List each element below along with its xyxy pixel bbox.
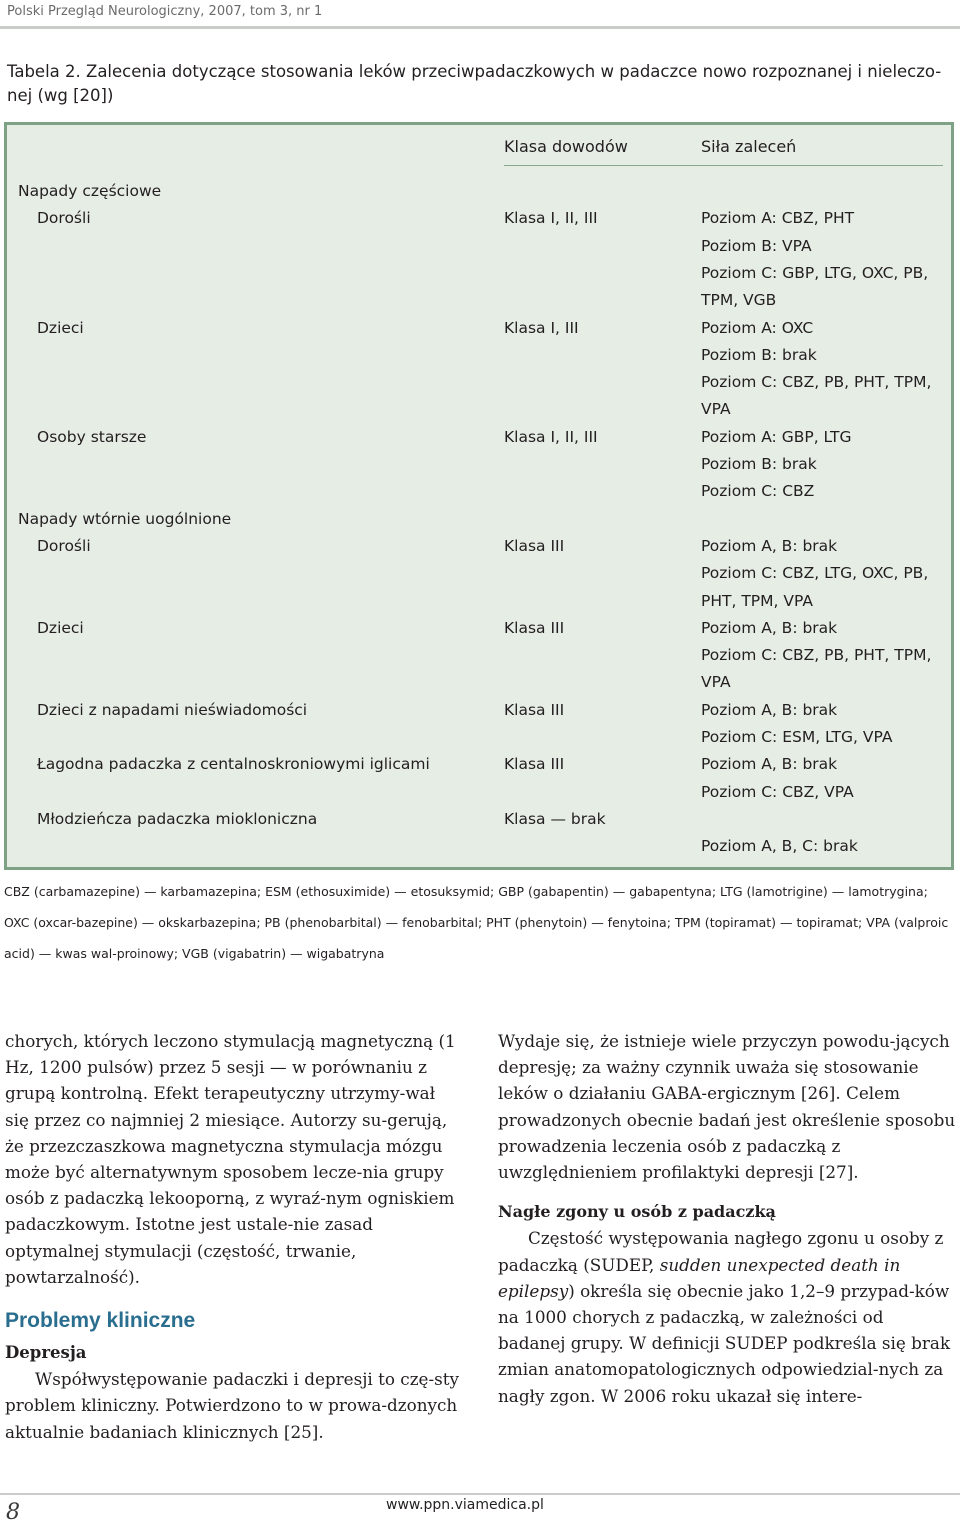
table-row: [7, 642, 951, 669]
table-cell-class: Klasa III: [504, 755, 565, 774]
paragraph-text: Częstość występowania nagłego zgonu u osoby z padaczką (SUDEP,: [498, 1228, 944, 1275]
table-cell-class: Klasa III: [504, 700, 565, 719]
section-title: Problemy kliniczne: [5, 1309, 196, 1333]
table-row: [7, 260, 951, 287]
table-cell-strength: Poziom A: GBP, LTG: [701, 427, 852, 446]
table-row: [7, 451, 951, 478]
table-row: [7, 205, 951, 232]
table-cell-strength: PHT, TPM, VPA: [701, 591, 813, 610]
footer-url: www.ppn.viamedica.pl: [386, 1497, 544, 1513]
table-cell-strength: Poziom A: CBZ, PHT: [701, 209, 855, 228]
table-cell-class: Klasa III: [504, 536, 565, 555]
footer-rule: [0, 1493, 960, 1495]
subsection-title: Depresja: [5, 1343, 87, 1363]
table-cell-strength: Poziom A, B: brak: [701, 536, 838, 555]
subsection-title: Nagłe zgony u osób z padaczką: [498, 1202, 776, 1222]
table-cell-strength: TPM, VGB: [701, 291, 777, 310]
table-cell-group: Łagodna padaczka z centalnoskroniowymi iglicami: [37, 755, 430, 774]
right-text-column: [498, 1028, 956, 1409]
table-cell-strength: VPA: [701, 400, 731, 419]
table-row: [7, 315, 951, 342]
table-row: [7, 724, 951, 751]
column-header-recommendation-strength: Siła zaleceń: [701, 137, 797, 156]
table-caption: Tabela 2. Zalecenia dotyczące stosowania leków przeciwpadaczkowych w padaczce nowo rozpoznanej i nieleczo-nej (wg [20]): [7, 62, 942, 105]
recommendations-table: [4, 122, 954, 870]
table-row: [7, 615, 951, 642]
table-section-label: Napady wtórnie uogólnione: [18, 509, 232, 528]
table-cell-strength: Poziom C: CBZ, PB, PHT, TPM,: [701, 646, 932, 665]
body-paragraph: [498, 1225, 956, 1408]
table-row: [7, 697, 951, 724]
table-row: [7, 178, 951, 205]
body-paragraph: Współwystępowanie padaczki i depresji to czę-sty problem kliniczny. Potwierdzono to w prowa-dzonych aktualnie badaniach klinicznych [25].: [5, 1369, 459, 1442]
table-cell-strength: Poziom C: ESM, LTG, VPA: [701, 728, 893, 746]
table-row: [7, 533, 951, 560]
table-cell-group: Dzieci: [37, 318, 84, 337]
table-cell-strength: Poziom A, B: brak: [701, 700, 838, 719]
table-cell-strength: Poziom A: OXC: [701, 318, 814, 337]
table-row: [7, 669, 951, 696]
table-cell-strength: Poziom C: CBZ, VPA: [701, 782, 854, 801]
table-section-label: Napady częściowe: [18, 182, 162, 200]
left-text-column: [5, 1028, 463, 1445]
table-row: [7, 233, 951, 260]
table-row: [7, 751, 951, 778]
table-row: [7, 369, 951, 396]
table-row: [7, 560, 951, 587]
table-row: [7, 806, 951, 833]
table-cell-strength: Poziom C: CBZ, PB, PHT, TPM,: [701, 373, 932, 392]
body-paragraph: chorych, których leczono stymulacją magnetyczną (1 Hz, 1200 pulsów) przez 5 sesji — w porównaniu z grupą kontrolną. Efekt terapeutyczny utrzymy-wał się przez co najmniej 2 miesiące. Autorzy su-gerują, że przezczaszkowa magnetyczna stymulacja mózgu może być alternatywnym sposobem lecze-nia grupy osób z padaczką lekooporną, z wyraź-nym ogniskiem padaczkowym. Istotne jest ustale-nie zasad optymalnej stymulacji (częstość, trwanie, powtarzalność).: [5, 1031, 456, 1287]
paragraph-text: ) określa się obecnie jako 1,2–9 przypad-ków na 1000 chorych z padaczką, w zależności od badanej grupy. W definicji SUDEP podkreśla się brak zmian anatomopatologicznych odpowiedzial-nych za nagły zgon. W 2006 roku ukazał się intere-: [498, 1280, 951, 1406]
table-cell-strength: Poziom C: CBZ: [701, 482, 815, 501]
table-cell-strength: Poziom A, B, C: brak: [701, 837, 858, 856]
header-rule: [0, 26, 960, 29]
table-row: [7, 779, 951, 806]
table-cell-group: Dorośli: [37, 536, 91, 555]
table-cell-strength: Poziom C: GBP, LTG, OXC, PB,: [701, 263, 929, 282]
table-cell-strength: Poziom C: CBZ, LTG, OXC, PB,: [701, 564, 929, 583]
header-divider: [504, 165, 943, 166]
table-cell-class: Klasa I, III: [504, 318, 579, 337]
table-cell-group: Dzieci z napadami nieświadomości: [37, 700, 308, 719]
table-cell-class: Klasa — brak: [504, 809, 606, 828]
table-row: [7, 424, 951, 451]
table-row: [7, 396, 951, 423]
journal-header: Polski Przegląd Neurologiczny, 2007, tom 3, nr 1: [7, 4, 323, 19]
table-cell-group: Dorośli: [37, 209, 91, 228]
table-cell-class: Klasa I, II, III: [504, 209, 598, 228]
table-cell-group: Młodzieńcza padaczka miokloniczna: [37, 809, 318, 828]
table-row: [7, 833, 951, 860]
table-cell-class: Klasa III: [504, 618, 565, 637]
table-cell-strength: VPA: [701, 673, 731, 692]
table-cell-strength: Poziom A, B: brak: [701, 618, 838, 637]
table-cell-group: Osoby starsze: [37, 427, 147, 446]
table-cell-strength: Poziom B: brak: [701, 345, 817, 364]
table-cell-group: Dzieci: [37, 618, 84, 637]
table-row: [7, 287, 951, 314]
table-row: [7, 478, 951, 505]
table-row: [7, 342, 951, 369]
table-cell-strength: Poziom A, B: brak: [701, 755, 838, 774]
table-cell-class: Klasa I, II, III: [504, 427, 598, 446]
column-header-evidence-class: Klasa dowodów: [504, 137, 628, 156]
italic-term: sudden unexpected death in epilepsy: [498, 1254, 901, 1301]
page-number: 8: [6, 1500, 20, 1525]
table-cell-strength: Poziom B: brak: [701, 455, 817, 473]
table-cell-strength: Poziom B: VPA: [701, 236, 812, 255]
table-row: [7, 506, 951, 533]
table-row: [7, 588, 951, 615]
body-paragraph: Wydaje się, że istnieje wiele przyczyn powodu-jących depresję; za ważny czynnik uważa się stosowanie leków o działaniu GABA-ergicznym [26]. Celem prowadzonych obecnie badań jest określenie sposobu prowadzenia leczenia osób z padaczką z uwzględnieniem profilaktyki depresji [27].: [498, 1031, 956, 1183]
table-footnote: CBZ (carbamazepine) — karbamazepina; ESM (ethosuximide) — etosuksymid; GBP (gabapentin) — gabapentyna; LTG (lamotrigine) — lamotrygina; OXC (oxcar-bazepine) — okskarbazepina; PB (phenobarbital) — fenobarbital; PHT (phenytoin) — fenytoina; TPM (topiramat) — topiramat; VPA (valproic acid) — kwas wal-proinowy; VGB (vigabatrin) — wigabatryna: [4, 884, 949, 961]
